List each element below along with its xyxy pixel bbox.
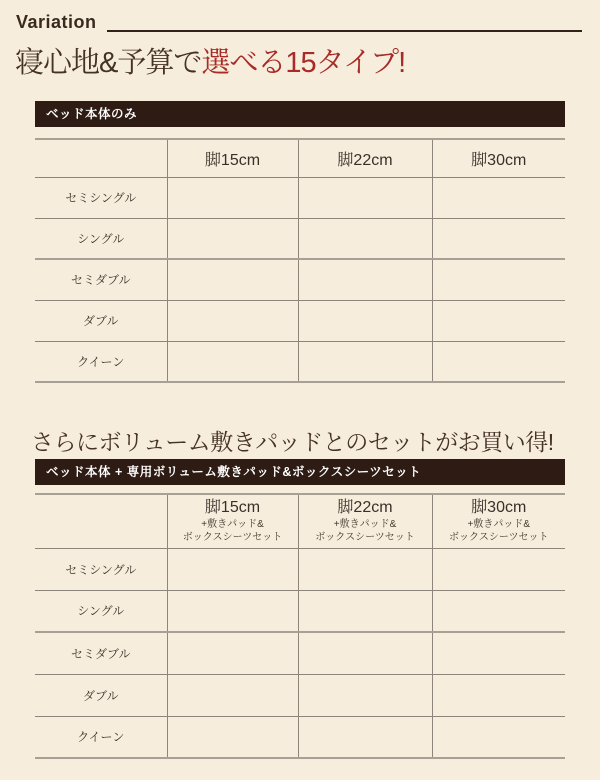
price-cell xyxy=(167,548,298,590)
row-label-semisingle: セミシングル xyxy=(35,548,167,590)
page-title-red: 選べる15タイプ! xyxy=(201,47,406,79)
table-row xyxy=(35,259,565,300)
price-cell xyxy=(167,218,298,259)
page-title-dark: 寝心地&予算で xyxy=(15,47,202,79)
col-head-sub1: +敷きパッド& xyxy=(467,519,530,531)
row-label-queen: クイーン xyxy=(35,716,167,758)
price-cell xyxy=(432,716,565,758)
page-title xyxy=(15,44,590,82)
variation-label: Variation xyxy=(16,12,97,32)
price-cell xyxy=(432,632,565,674)
price-cell xyxy=(167,590,298,632)
section2-title: さらにボリューム敷きパッドとのセットがお買い得! xyxy=(31,429,554,455)
col-head-sub2: ボックスシーツセット xyxy=(449,532,549,544)
price-cell xyxy=(167,259,298,300)
row-label-single: シングル xyxy=(35,218,167,259)
table2-corner-cell xyxy=(35,494,167,548)
price-cell xyxy=(298,218,432,259)
row-label-double: ダブル xyxy=(35,674,167,716)
table-row xyxy=(35,341,565,382)
bed-with-pad-set-price-table xyxy=(35,493,565,759)
price-cell xyxy=(167,300,298,341)
row-label-semisingle: セミシングル xyxy=(35,177,167,218)
col-head-sub1: +敷きパッド& xyxy=(333,519,397,531)
table2-col-leg30 xyxy=(432,494,565,548)
row-label-double: ダブル xyxy=(35,300,167,341)
price-cell xyxy=(298,300,432,341)
price-cell xyxy=(298,177,432,218)
price-cell xyxy=(298,590,432,632)
bed-only-price-table xyxy=(35,138,565,383)
section1-bar: ベッド本体のみ xyxy=(35,101,565,127)
price-cell xyxy=(298,548,432,590)
table2-header-row xyxy=(35,494,565,548)
price-cell xyxy=(298,632,432,674)
col-head-main: 脚15cm xyxy=(204,499,261,517)
row-label-semidouble: セミダブル xyxy=(35,259,167,300)
table-row xyxy=(35,548,565,590)
table-row xyxy=(35,177,565,218)
price-cell xyxy=(432,177,565,218)
row-label-queen: クイーン xyxy=(35,341,167,382)
section2-bar: ベッド本体 + 専用ボリューム敷きパッド&ボックスシーツセット xyxy=(35,459,565,485)
price-cell xyxy=(432,674,565,716)
table2-col-leg15 xyxy=(167,494,298,548)
table1-col-leg22: 脚22cm xyxy=(298,139,432,177)
price-cell xyxy=(167,177,298,218)
price-cell xyxy=(432,259,565,300)
table-row xyxy=(35,674,565,716)
price-cell xyxy=(167,632,298,674)
price-cell xyxy=(167,716,298,758)
price-cell xyxy=(298,674,432,716)
price-cell xyxy=(432,218,565,259)
variation-header xyxy=(16,12,582,34)
table-row xyxy=(35,590,565,632)
table-row xyxy=(35,632,565,674)
table1-col-leg15: 脚15cm xyxy=(167,139,298,177)
table1-corner-cell xyxy=(35,139,167,177)
price-cell xyxy=(432,548,565,590)
col-head-main: 脚30cm xyxy=(471,499,527,517)
price-cell xyxy=(167,674,298,716)
table1-col-leg30: 脚30cm xyxy=(432,139,565,177)
col-head-sub2: ボックスシーツセット xyxy=(182,532,283,544)
price-cell xyxy=(298,341,432,382)
price-cell xyxy=(298,716,432,758)
price-cell xyxy=(298,259,432,300)
col-head-sub2: ボックスシーツセット xyxy=(315,532,415,544)
price-cell xyxy=(432,341,565,382)
table2-col-leg22 xyxy=(298,494,432,548)
table1-header-row xyxy=(35,139,565,177)
price-cell xyxy=(432,590,565,632)
price-cell xyxy=(167,341,298,382)
row-label-semidouble: セミダブル xyxy=(35,632,167,674)
col-head-main: 脚22cm xyxy=(337,499,393,517)
variation-rule xyxy=(107,30,582,32)
price-cell xyxy=(432,300,565,341)
table-row xyxy=(35,716,565,758)
table-row xyxy=(35,300,565,341)
row-label-single: シングル xyxy=(35,590,167,632)
table-row xyxy=(35,218,565,259)
col-head-sub1: +敷きパッド& xyxy=(201,519,264,531)
